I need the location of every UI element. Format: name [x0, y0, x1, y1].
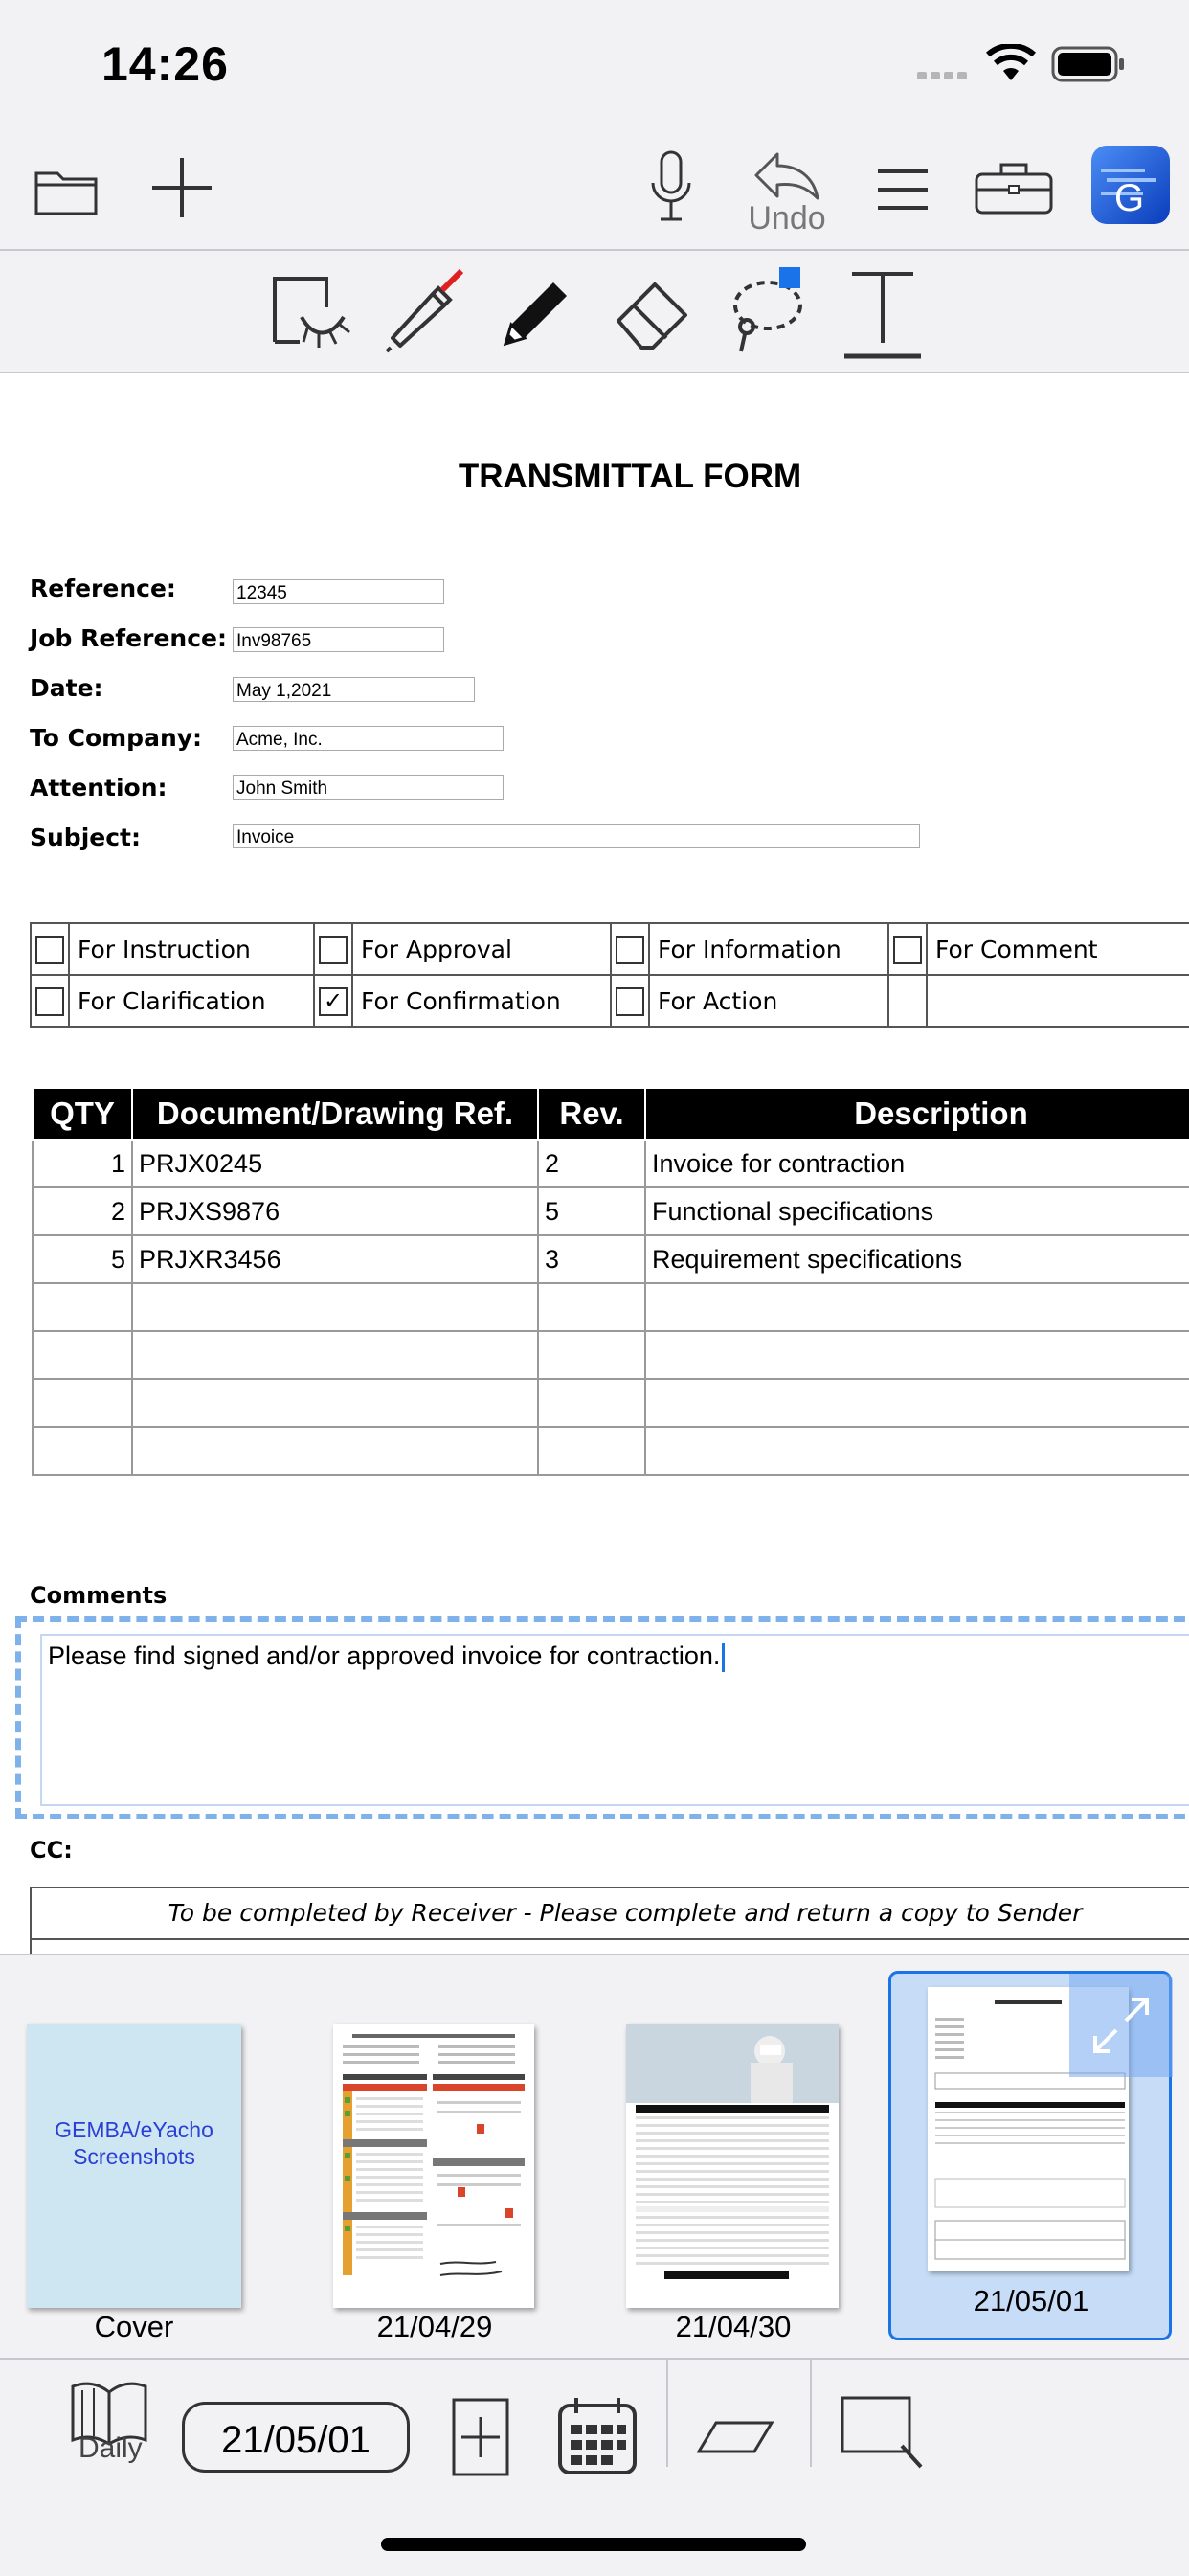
text-cursor — [722, 1643, 725, 1672]
description-header: Description — [645, 1088, 1189, 1140]
for-approval-checkbox[interactable] — [314, 923, 352, 975]
empty-cell[interactable] — [33, 1283, 132, 1331]
daily-button[interactable] — [65, 2381, 153, 2476]
table-row — [33, 1283, 1189, 1331]
to-company-field[interactable]: Acme, Inc. — [233, 726, 504, 751]
page-label: Cover — [94, 2310, 174, 2343]
add-icon[interactable] — [144, 149, 220, 226]
crop-select-icon[interactable] — [839, 2392, 925, 2473]
empty-cell[interactable] — [132, 1427, 538, 1475]
reference-label: Reference: — [30, 575, 176, 602]
receiver-row — [30, 1938, 1189, 1954]
checkbox-box — [893, 936, 922, 964]
page-label: 21/04/29 — [376, 2310, 493, 2343]
home-indicator — [381, 2538, 806, 2551]
empty-cell[interactable] — [538, 1283, 645, 1331]
checkbox-box — [319, 936, 348, 964]
empty-cell[interactable] — [645, 1331, 1189, 1379]
job-reference-field[interactable]: Inv98765 — [233, 627, 444, 652]
empty-cell[interactable] — [33, 1331, 132, 1379]
qty-header: QTY — [33, 1088, 132, 1140]
table-row — [33, 1427, 1189, 1475]
job-reference-label: Job Reference: — [30, 624, 227, 652]
rev-cell[interactable]: 2 — [538, 1140, 645, 1187]
checkbox-box — [35, 936, 64, 964]
table-row — [33, 1331, 1189, 1379]
expand-icon[interactable] — [1069, 1974, 1173, 2077]
signal-icon — [917, 69, 973, 80]
empty-checkbox-cell — [888, 975, 927, 1027]
qty-cell[interactable]: 2 — [33, 1187, 132, 1235]
energy-table-thumbnail — [626, 2024, 839, 2308]
to-company-label: To Company: — [30, 724, 203, 752]
comment-selection-box[interactable] — [15, 1616, 1189, 1819]
menu-icon[interactable] — [869, 153, 936, 226]
date-selector[interactable]: 21/05/01 — [182, 2402, 410, 2473]
table-row — [33, 1187, 1189, 1235]
date-field[interactable]: May 1,2021 — [233, 677, 475, 702]
attention-field[interactable]: John Smith — [233, 775, 504, 800]
rev-header: Rev. — [538, 1088, 645, 1140]
cover-text: GEMBA/eYacho Screenshots — [55, 2117, 213, 2169]
for-clarification-checkbox[interactable] — [31, 975, 69, 1027]
app-logo-icon[interactable] — [1091, 146, 1170, 224]
for-confirmation-checkbox[interactable] — [314, 975, 352, 1027]
eraser-icon[interactable] — [605, 262, 701, 360]
divider — [666, 2360, 668, 2467]
for-instruction-label: For Instruction — [69, 923, 314, 975]
page-label: 21/05/01 — [973, 2284, 1089, 2317]
page-thumbnails-strip — [0, 1954, 1189, 2358]
for-comment-label: For Comment — [927, 923, 1189, 975]
table-row — [33, 1379, 1189, 1427]
page-thumb-0501-selected[interactable] — [888, 1971, 1172, 2340]
calendar-icon[interactable] — [557, 2396, 638, 2476]
documents-table — [32, 1087, 1189, 1476]
for-approval-label: For Approval — [352, 923, 611, 975]
empty-cell[interactable] — [538, 1331, 645, 1379]
rev-cell[interactable]: 3 — [538, 1235, 645, 1283]
for-information-label: For Information — [649, 923, 888, 975]
qty-cell[interactable]: 5 — [33, 1235, 132, 1283]
description-cell[interactable]: Functional specifications — [645, 1187, 1189, 1235]
table-row — [33, 1235, 1189, 1283]
undo-icon — [749, 148, 825, 202]
folder-icon[interactable] — [31, 153, 103, 226]
check-mark-icon: ✓ — [319, 987, 348, 1016]
checkbox-box — [616, 987, 644, 1016]
description-cell[interactable]: Requirement specifications — [645, 1235, 1189, 1283]
empty-label-cell — [927, 975, 1189, 1027]
empty-cell[interactable] — [132, 1283, 538, 1331]
microphone-icon[interactable] — [639, 144, 703, 230]
empty-cell[interactable] — [538, 1379, 645, 1427]
cover-thumbnail — [27, 2024, 241, 2308]
document-title: TRANSMITTAL FORM — [458, 458, 802, 495]
main-toolbar — [0, 134, 1189, 251]
empty-cell[interactable] — [538, 1427, 645, 1475]
empty-cell[interactable] — [645, 1283, 1189, 1331]
cc-label: CC: — [30, 1837, 73, 1864]
checkbox-box — [616, 936, 644, 964]
checkbox-box — [35, 987, 64, 1016]
description-cell[interactable]: Invoice for contraction — [645, 1140, 1189, 1187]
marker-pen-icon[interactable] — [375, 262, 471, 360]
doc-ref-cell[interactable]: PRJXR3456 — [132, 1235, 538, 1283]
select-area-icon[interactable] — [260, 264, 362, 360]
drawing-toolbar — [0, 251, 1189, 373]
empty-cell[interactable] — [132, 1331, 538, 1379]
daily-label: Daily — [79, 2432, 143, 2464]
wifi-icon — [986, 44, 1036, 87]
purpose-grid — [30, 922, 1189, 1028]
svg-text:G: G — [1114, 177, 1145, 218]
for-action-checkbox[interactable] — [611, 975, 649, 1027]
attention-label: Attention: — [30, 774, 168, 802]
comment-text: Please find signed and/or approved invoice for contraction. — [48, 1641, 721, 1670]
for-clarification-label: For Clarification — [69, 975, 314, 1027]
doc-ref-cell[interactable]: PRJX0245 — [132, 1140, 538, 1187]
for-information-checkbox[interactable] — [611, 923, 649, 975]
status-bar — [0, 0, 1189, 134]
empty-cell[interactable] — [645, 1427, 1189, 1475]
for-confirmation-label: For Confirmation — [352, 975, 611, 1027]
receiver-note: To be completed by Receiver - Please complete and return a copy to Sender — [30, 1887, 1189, 1940]
rev-cell[interactable]: 5 — [538, 1187, 645, 1235]
add-page-icon[interactable] — [452, 2398, 509, 2476]
empty-cell[interactable] — [132, 1379, 538, 1427]
undo-label: Undo — [748, 199, 826, 237]
empty-cell[interactable] — [33, 1379, 132, 1427]
lasso-icon[interactable] — [720, 262, 816, 360]
subject-label: Subject: — [30, 824, 141, 851]
reference-field[interactable]: 12345 — [233, 579, 444, 604]
inspection-report-thumbnail — [333, 2024, 534, 2308]
for-comment-checkbox[interactable] — [888, 923, 927, 975]
comments-label: Comments — [30, 1582, 168, 1609]
date-label: Date: — [30, 674, 103, 702]
bottom-bar — [0, 2358, 1189, 2576]
table-row — [33, 1140, 1189, 1187]
doc-ref-header: Document/Drawing Ref. — [132, 1088, 538, 1140]
divider — [810, 2360, 812, 2467]
text-tool-icon[interactable] — [835, 262, 931, 364]
page-label: 21/04/30 — [675, 2310, 792, 2343]
battery-icon — [1051, 46, 1128, 87]
toolbox-icon[interactable] — [971, 151, 1057, 224]
pencil-icon[interactable] — [490, 262, 586, 360]
doc-ref-cell[interactable]: PRJXS9876 — [132, 1187, 538, 1235]
subject-field[interactable]: Invoice — [233, 824, 920, 848]
qty-cell[interactable]: 1 — [33, 1140, 132, 1187]
comment-text-field[interactable] — [40, 1634, 1189, 1806]
empty-cell[interactable] — [33, 1427, 132, 1475]
page-layout-icon[interactable] — [697, 2415, 775, 2459]
undo-button[interactable] — [739, 140, 835, 245]
status-time: 14:26 — [101, 37, 229, 91]
empty-cell[interactable] — [645, 1379, 1189, 1427]
for-action-label: For Action — [649, 975, 888, 1027]
for-instruction-checkbox[interactable] — [31, 923, 69, 975]
document-page — [0, 373, 1189, 1954]
